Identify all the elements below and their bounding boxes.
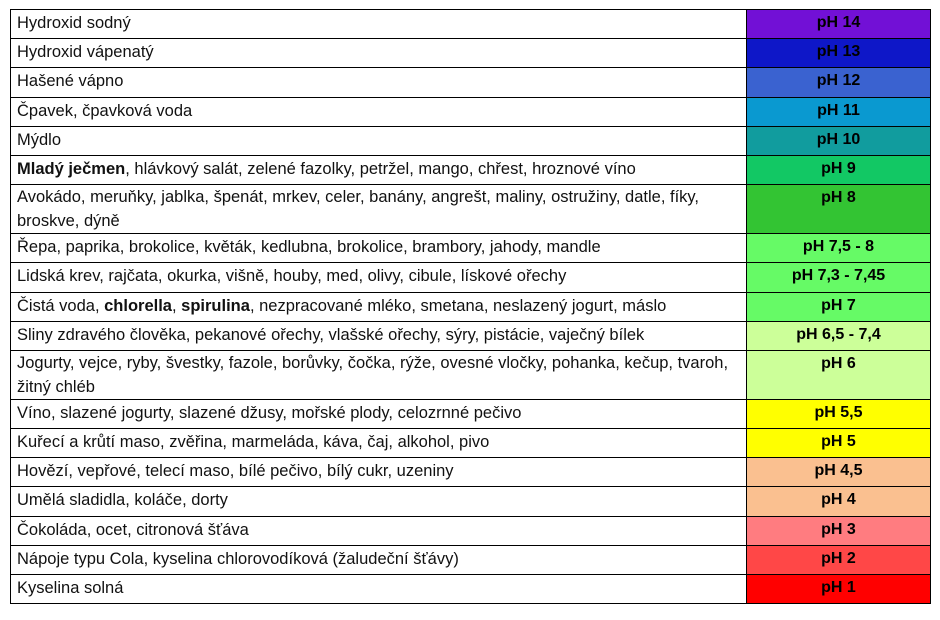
food-cell — [11, 68, 747, 97]
table-row — [11, 263, 931, 292]
ph-value-cell: pH 2 — [747, 545, 931, 574]
ph-value-cell: pH 5 — [747, 429, 931, 458]
ph-table-body — [11, 10, 931, 604]
food-text: Čpavek, čpavková voda — [17, 101, 193, 120]
ph-value-cell: pH 5,5 — [747, 399, 931, 428]
food-text: Nápoje typu Cola, kyselina chlorovodíková (žaludeční šťávy) — [17, 549, 459, 568]
table-row — [11, 39, 931, 68]
food-text: Kyselina solná — [17, 579, 124, 597]
table-row — [11, 321, 931, 350]
ph-value-cell: pH 7,3 - 7,45 — [747, 263, 931, 292]
food-text: Sliny zdravého člověka, pekanové ořechy, vlašské ořechy, sýry, pistácie, vaječný bílek — [17, 325, 645, 344]
food-cell — [11, 516, 747, 545]
food-cell — [11, 234, 747, 263]
food-text: Jogurty, vejce, ryby, švestky, fazole, borůvky, čočka, rýže, ovesné vločky, pohanka, kečup, tvaroh, žitný chléb — [17, 353, 729, 396]
food-text: , hlávkový salát, zelené fazolky, petržel, mango, chřest, hroznové víno — [125, 159, 636, 178]
food-text: Víno, slazené jogurty, slazené džusy, mořské plody, celozrnné pečivo — [17, 403, 522, 422]
food-text: Hašené vápno — [17, 72, 124, 91]
food-text: Lidská krev, rajčata, okurka, višně, houby, med, olivy, cibule, lískové ořechy — [17, 267, 567, 286]
food-cell — [11, 545, 747, 574]
food-text: , — [172, 296, 182, 315]
food-cell — [11, 263, 747, 292]
table-row — [11, 234, 931, 263]
food-text-bold: chlorella — [104, 296, 172, 315]
table-row — [11, 429, 931, 458]
ph-value-cell: pH 4 — [747, 487, 931, 516]
ph-value-cell: pH 9 — [747, 155, 931, 184]
food-cell — [11, 321, 747, 350]
food-text-bold: Mladý ječmen — [17, 159, 126, 178]
ph-value-cell: pH 7 — [747, 292, 931, 321]
table-row — [11, 458, 931, 487]
food-text: Avokádo, meruňky, jablka, špenát, mrkev, celer, banány, angrešt, maliny, ostružiny, datle, fíky, broskve, dýně — [17, 188, 700, 231]
food-cell — [11, 575, 747, 604]
table-row — [11, 399, 931, 428]
food-cell — [11, 155, 747, 184]
food-text: Čistá voda, — [17, 296, 105, 315]
food-text: , nezpracované mléko, smetana, neslazený jogurt, máslo — [249, 296, 667, 315]
table-row — [11, 292, 931, 321]
food-text: Mýdlo — [17, 130, 62, 149]
food-cell — [11, 39, 747, 68]
food-cell — [11, 10, 747, 39]
table-row — [11, 68, 931, 97]
ph-value-cell: pH 8 — [747, 185, 931, 234]
food-text: Čokoláda, ocet, citronová šťáva — [17, 520, 249, 539]
table-row — [11, 155, 931, 184]
ph-value-cell: pH 7,5 - 8 — [747, 234, 931, 263]
food-cell — [11, 126, 747, 155]
ph-value-cell: pH 13 — [747, 39, 931, 68]
food-text: Umělá sladidla, koláče, dorty — [17, 491, 228, 510]
ph-value-cell: pH 3 — [747, 516, 931, 545]
food-cell — [11, 429, 747, 458]
food-text: Hydroxid sodný — [17, 14, 131, 32]
ph-value-cell: pH 4,5 — [747, 458, 931, 487]
food-cell — [11, 399, 747, 428]
table-row — [11, 185, 931, 234]
table-row — [11, 10, 931, 39]
ph-value-cell: pH 14 — [747, 10, 931, 39]
ph-value-cell: pH 1 — [747, 575, 931, 604]
food-text-bold: spirulina — [181, 296, 250, 315]
ph-value-cell: pH 11 — [747, 97, 931, 126]
food-text: Řepa, paprika, brokolice, květák, kedlubna, brokolice, brambory, jahody, mandle — [17, 238, 601, 257]
food-cell — [11, 458, 747, 487]
ph-value-cell: pH 6 — [747, 350, 931, 399]
table-row — [11, 487, 931, 516]
table-row — [11, 350, 931, 399]
table-row — [11, 97, 931, 126]
ph-value-cell: pH 6,5 - 7,4 — [747, 321, 931, 350]
food-text: Hovězí, vepřové, telecí maso, bílé pečivo, bílý cukr, uzeniny — [17, 462, 454, 481]
food-cell — [11, 350, 747, 399]
food-cell — [11, 292, 747, 321]
food-cell — [11, 487, 747, 516]
food-cell — [11, 97, 747, 126]
food-text: Kuřecí a krůtí maso, zvěřina, marmeláda, káva, čaj, alkohol, pivo — [17, 433, 490, 452]
table-row — [11, 575, 931, 604]
ph-value-cell: pH 12 — [747, 68, 931, 97]
table-row — [11, 545, 931, 574]
food-text: Hydroxid vápenatý — [17, 43, 154, 62]
ph-value-cell: pH 10 — [747, 126, 931, 155]
table-row — [11, 126, 931, 155]
food-cell — [11, 185, 747, 234]
ph-scale-table — [10, 9, 931, 604]
table-row — [11, 516, 931, 545]
